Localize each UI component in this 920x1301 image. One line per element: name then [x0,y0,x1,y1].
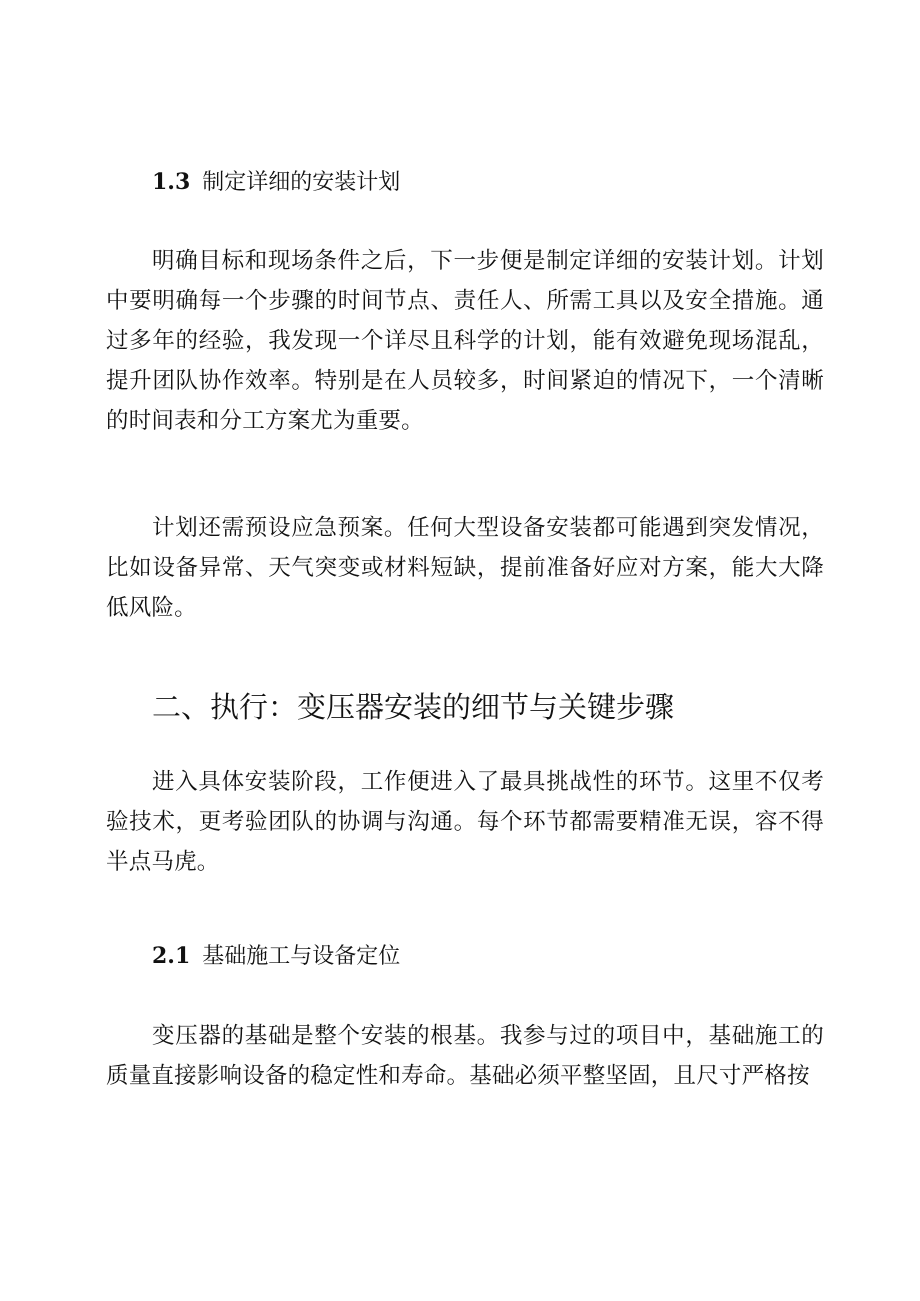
chapter-heading: 二、执行：变压器安装的细节与关键步骤 [152,690,675,724]
section-number: 1.3 [152,169,191,195]
section-title: 制定详细的安装计划 [202,170,401,195]
section-heading-1-3 [152,167,400,198]
section-number: 2.1 [152,943,191,969]
section-heading-2-1 [152,941,400,972]
paragraph: 计划还需预设应急预案。任何大型设备安装都可能遇到突发情况，比如设备异常、天气突变或材料短缺，提前准备好应对方案，能大大降低风险。 [106,515,824,621]
paragraph: 变压器的基础是整个安装的根基。我参与过的项目中，基础施工的质量直接影响设备的稳定性和寿命。基础必须平整坚固，且尺寸严格按 [106,1023,824,1089]
paragraph: 进入具体安装阶段，工作便进入了最具挑战性的环节。这里不仅考验技术，更考验团队的协调与沟通。每个环节都需要精准无误，容不得半点马虎。 [106,769,824,875]
paragraph: 明确目标和现场条件之后，下一步便是制定详细的安装计划。计划中要明确每一个步骤的时间节点、责任人、所需工具以及安全措施。通过多年的经验，我发现一个详尽且科学的计划，能有效避免现场混乱，提升团队协作效率。特别是在人员较多，时间紧迫的情况下，一个清晰的时间表和分工方案尤为重要。 [106,248,824,434]
section-title: 基础施工与设备定位 [202,944,401,969]
